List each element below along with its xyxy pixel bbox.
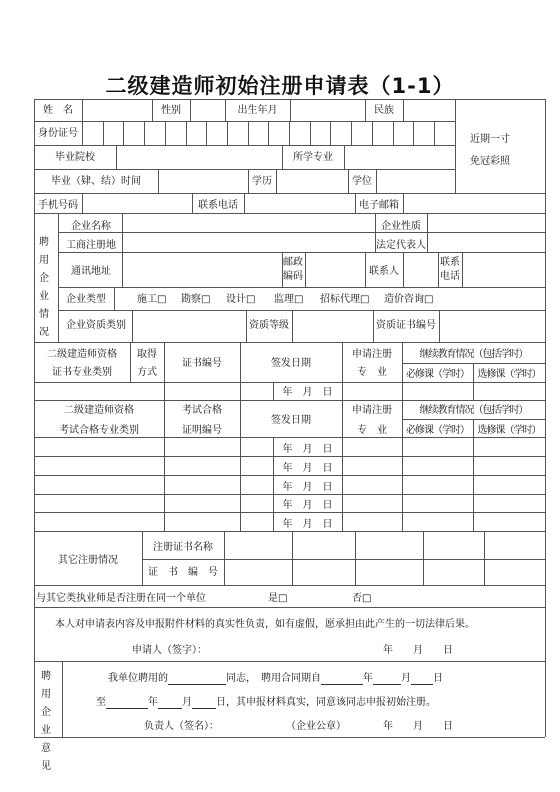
declaration-date: 年 月 日 xyxy=(383,645,453,656)
cert1-col4: 签发日期 xyxy=(271,358,311,369)
company-type-label: 企业类型 xyxy=(66,294,106,305)
grid-line xyxy=(132,310,133,342)
start-day-blank[interactable] xyxy=(411,674,433,685)
photo-text-2: 免冠彩照 xyxy=(470,156,510,167)
grid-line xyxy=(58,287,545,288)
type-design[interactable]: 设计□ xyxy=(226,294,256,305)
cert2-elective: 选修课（学时） xyxy=(477,425,541,436)
grid-line xyxy=(455,99,456,193)
grid-line xyxy=(427,213,428,252)
grid-line xyxy=(34,737,545,738)
grid-line xyxy=(403,193,404,213)
cert2-date-2: 年 月 日 xyxy=(282,463,333,474)
grid-line xyxy=(310,121,311,145)
grid-line xyxy=(439,310,440,342)
grid-line xyxy=(58,232,545,233)
grid-line xyxy=(403,99,404,121)
legal-rep-label: 法定代表人 xyxy=(376,240,426,251)
grid-line xyxy=(403,252,404,287)
declaration-text: 本人对申请表内容及申报附件材料的真实性负责，如有虚假，愿承担由此产生的一切法律后果。 xyxy=(55,619,475,630)
grid-line xyxy=(393,121,394,145)
contact-phone-label: 联系电话 xyxy=(198,200,238,211)
cert1-edu-head: 继续教育情况（包括学时） xyxy=(419,349,528,360)
grid-line xyxy=(58,252,545,253)
grid-line xyxy=(34,382,545,383)
grid-line xyxy=(290,99,291,121)
grid-line xyxy=(268,121,269,145)
grid-line xyxy=(164,437,165,531)
id-label: 身份证号 xyxy=(38,128,78,139)
cert2-col1-l1: 二级建造师资格 xyxy=(64,405,134,416)
grid-line xyxy=(355,531,356,585)
company-seal-label: （企业公章） xyxy=(286,721,346,732)
grid-line xyxy=(292,531,293,585)
grid-line xyxy=(190,99,191,121)
other-reg-label: 其它注册情况 xyxy=(58,555,118,566)
grid-line xyxy=(351,121,352,145)
end-month-blank[interactable] xyxy=(158,698,182,709)
address-label: 通讯地址 xyxy=(71,266,111,277)
grid-line xyxy=(34,213,545,214)
grid-line xyxy=(34,437,545,438)
name-label: 姓 名 xyxy=(43,105,73,116)
grid-line xyxy=(114,287,115,310)
cert2-date-1: 年 月 日 xyxy=(282,444,333,455)
grid-line xyxy=(248,121,249,145)
grid-line xyxy=(158,169,159,193)
page-title: 二级建造师初始注册申请表（1-1） xyxy=(105,74,455,98)
grid-line xyxy=(305,252,306,287)
grid-line xyxy=(62,661,63,737)
cert1-col3: 证书编号 xyxy=(182,358,222,369)
type-supervision[interactable]: 监理□ xyxy=(274,294,304,305)
grid-line xyxy=(413,121,414,145)
opinion-line-2: 至 年 月 日，其申报材料真实，同意该同志申报初始注册。 xyxy=(96,697,436,708)
grid-line xyxy=(545,99,546,737)
responsible-signature-label: 负责人（签名）： xyxy=(144,721,219,732)
company-name-label: 企业名称 xyxy=(71,221,111,232)
grid-line xyxy=(423,531,424,585)
mobile-label: 手机号码 xyxy=(38,200,78,211)
grid-line xyxy=(186,121,187,145)
same-unit-question: 与其它类执业师是否注册在同一个单位 xyxy=(36,593,206,604)
grid-line xyxy=(144,121,145,145)
grid-line xyxy=(342,437,343,531)
grid-line xyxy=(240,342,241,400)
grid-line xyxy=(34,400,545,401)
grid-line xyxy=(34,99,35,737)
qual-category-label: 企业资质类别 xyxy=(66,320,126,331)
grid-line xyxy=(82,121,83,145)
grid-line xyxy=(34,145,455,146)
cert2-col3-l2: 证明编号 xyxy=(182,425,222,436)
grid-line xyxy=(330,121,331,145)
grid-line xyxy=(224,531,225,585)
cert2-date-5: 年 月 日 xyxy=(282,519,333,530)
cert2-col1-l2: 考试合格专业类别 xyxy=(59,425,139,436)
grid-line xyxy=(34,475,545,476)
qual-cert-label: 资质证书编号 xyxy=(376,320,436,331)
opinion-date: 年 月 日 xyxy=(383,721,453,732)
cert1-col2-l2: 方式 xyxy=(137,367,157,378)
qual-level-label: 资质等级 xyxy=(249,320,289,331)
grid-line xyxy=(292,310,293,342)
grid-line xyxy=(484,531,485,585)
same-unit-yes[interactable]: 是□ xyxy=(268,593,288,604)
grid-line xyxy=(116,145,117,169)
grid-line xyxy=(34,661,545,662)
grid-line xyxy=(34,585,545,586)
type-cost[interactable]: 造价咨询□ xyxy=(384,294,434,305)
grid-line xyxy=(82,193,83,213)
grid-line xyxy=(402,437,403,531)
other-cert-no-label: 证 书 编 号 xyxy=(148,567,218,578)
cert2-edu-head: 继续教育情况（包括学时） xyxy=(419,405,528,416)
cert1-required: 必修课（学时） xyxy=(406,369,469,380)
grid-line xyxy=(34,193,545,194)
grid-line xyxy=(34,607,545,608)
reg-place-label: 工商注册地 xyxy=(66,240,116,251)
birth-label: 出生年月 xyxy=(237,105,278,116)
degree-label: 学位 xyxy=(352,176,372,187)
email-label: 电子邮箱 xyxy=(359,200,399,211)
company-phone-label: 联系电话 xyxy=(440,257,460,282)
start-year-blank[interactable] xyxy=(321,674,363,685)
company-section-label: 聘用企业情况 xyxy=(39,237,49,338)
grid-line xyxy=(82,99,83,121)
grid-line xyxy=(244,193,245,213)
type-bidding[interactable]: 招标代理□ xyxy=(320,294,370,305)
cert2-col3-l1: 考试合格 xyxy=(182,405,222,416)
cert1-col1-l2: 证书专业类别 xyxy=(52,367,112,378)
grid-line xyxy=(227,121,228,145)
type-survey[interactable]: 勘察□ xyxy=(181,294,211,305)
cert1-col2-l1: 取得 xyxy=(137,349,157,360)
grid-line xyxy=(34,169,455,170)
cert1-col5-l2: 专 业 xyxy=(357,367,387,378)
cert2-col5-l1: 申请注册 xyxy=(352,405,392,416)
grid-line xyxy=(240,437,241,531)
major-label: 所学专业 xyxy=(293,152,333,163)
grid-line xyxy=(276,169,277,193)
grid-line xyxy=(455,121,456,145)
school-label: 毕业院校 xyxy=(55,152,95,163)
other-cert-name-label: 注册证书名称 xyxy=(153,542,213,553)
cert1-elective: 选修课（学时） xyxy=(477,369,541,380)
applicant-signature-label: 申请人（签字）： xyxy=(132,645,207,656)
grid-line xyxy=(103,121,104,145)
grid-line xyxy=(165,121,166,145)
grid-line xyxy=(462,252,463,287)
cert1-col5-l1: 申请注册 xyxy=(352,349,392,360)
grid-line xyxy=(123,121,124,145)
grid-line xyxy=(473,437,474,531)
grid-line xyxy=(438,252,439,287)
cert2-col4: 签发日期 xyxy=(271,415,311,426)
grid-line xyxy=(434,121,435,145)
company-nature-label: 企业性质 xyxy=(381,221,421,232)
grid-line xyxy=(34,456,545,457)
grid-line xyxy=(164,382,165,400)
end-day-blank[interactable] xyxy=(192,698,216,709)
employee-name-blank[interactable] xyxy=(168,674,226,685)
grid-line xyxy=(289,121,290,145)
cert2-date-3: 年 月 日 xyxy=(282,482,333,493)
education-label: 学历 xyxy=(252,176,272,187)
grid-line xyxy=(372,121,373,145)
grid-line xyxy=(344,145,345,169)
cert1-col1-l1: 二级建造师资格 xyxy=(47,349,117,360)
grid-line xyxy=(34,512,545,513)
opinion-section-label: 聘用企业意见 xyxy=(41,671,51,772)
same-unit-no[interactable]: 否□ xyxy=(352,593,372,604)
ethnicity-label: 民族 xyxy=(374,105,394,116)
end-year-blank[interactable] xyxy=(106,698,148,709)
grid-line xyxy=(206,121,207,145)
gender-label: 性别 xyxy=(161,105,181,116)
cert2-col5-l2: 专 业 xyxy=(357,425,387,436)
start-month-blank[interactable] xyxy=(373,674,401,685)
grid-line xyxy=(34,342,545,343)
grad-time-label: 毕业（肄、结）时间 xyxy=(51,176,141,187)
grid-line xyxy=(34,494,545,495)
opinion-line-1: 我单位聘用的 同志， 聘用合同期自 年 月 日 xyxy=(108,673,443,684)
grid-line xyxy=(376,169,377,193)
cert2-required: 必修课（学时） xyxy=(406,425,469,436)
cert2-date-4: 年 月 日 xyxy=(282,500,333,511)
cert1-date: 年 月 日 xyxy=(282,387,333,398)
postcode-label: 邮政编码 xyxy=(283,257,303,282)
grid-line xyxy=(34,531,545,532)
contact-person-label: 联系人 xyxy=(369,266,399,277)
grid-line xyxy=(122,213,123,287)
type-construction[interactable]: 施工□ xyxy=(137,294,167,305)
photo-text-1: 近期一寸 xyxy=(470,134,510,145)
